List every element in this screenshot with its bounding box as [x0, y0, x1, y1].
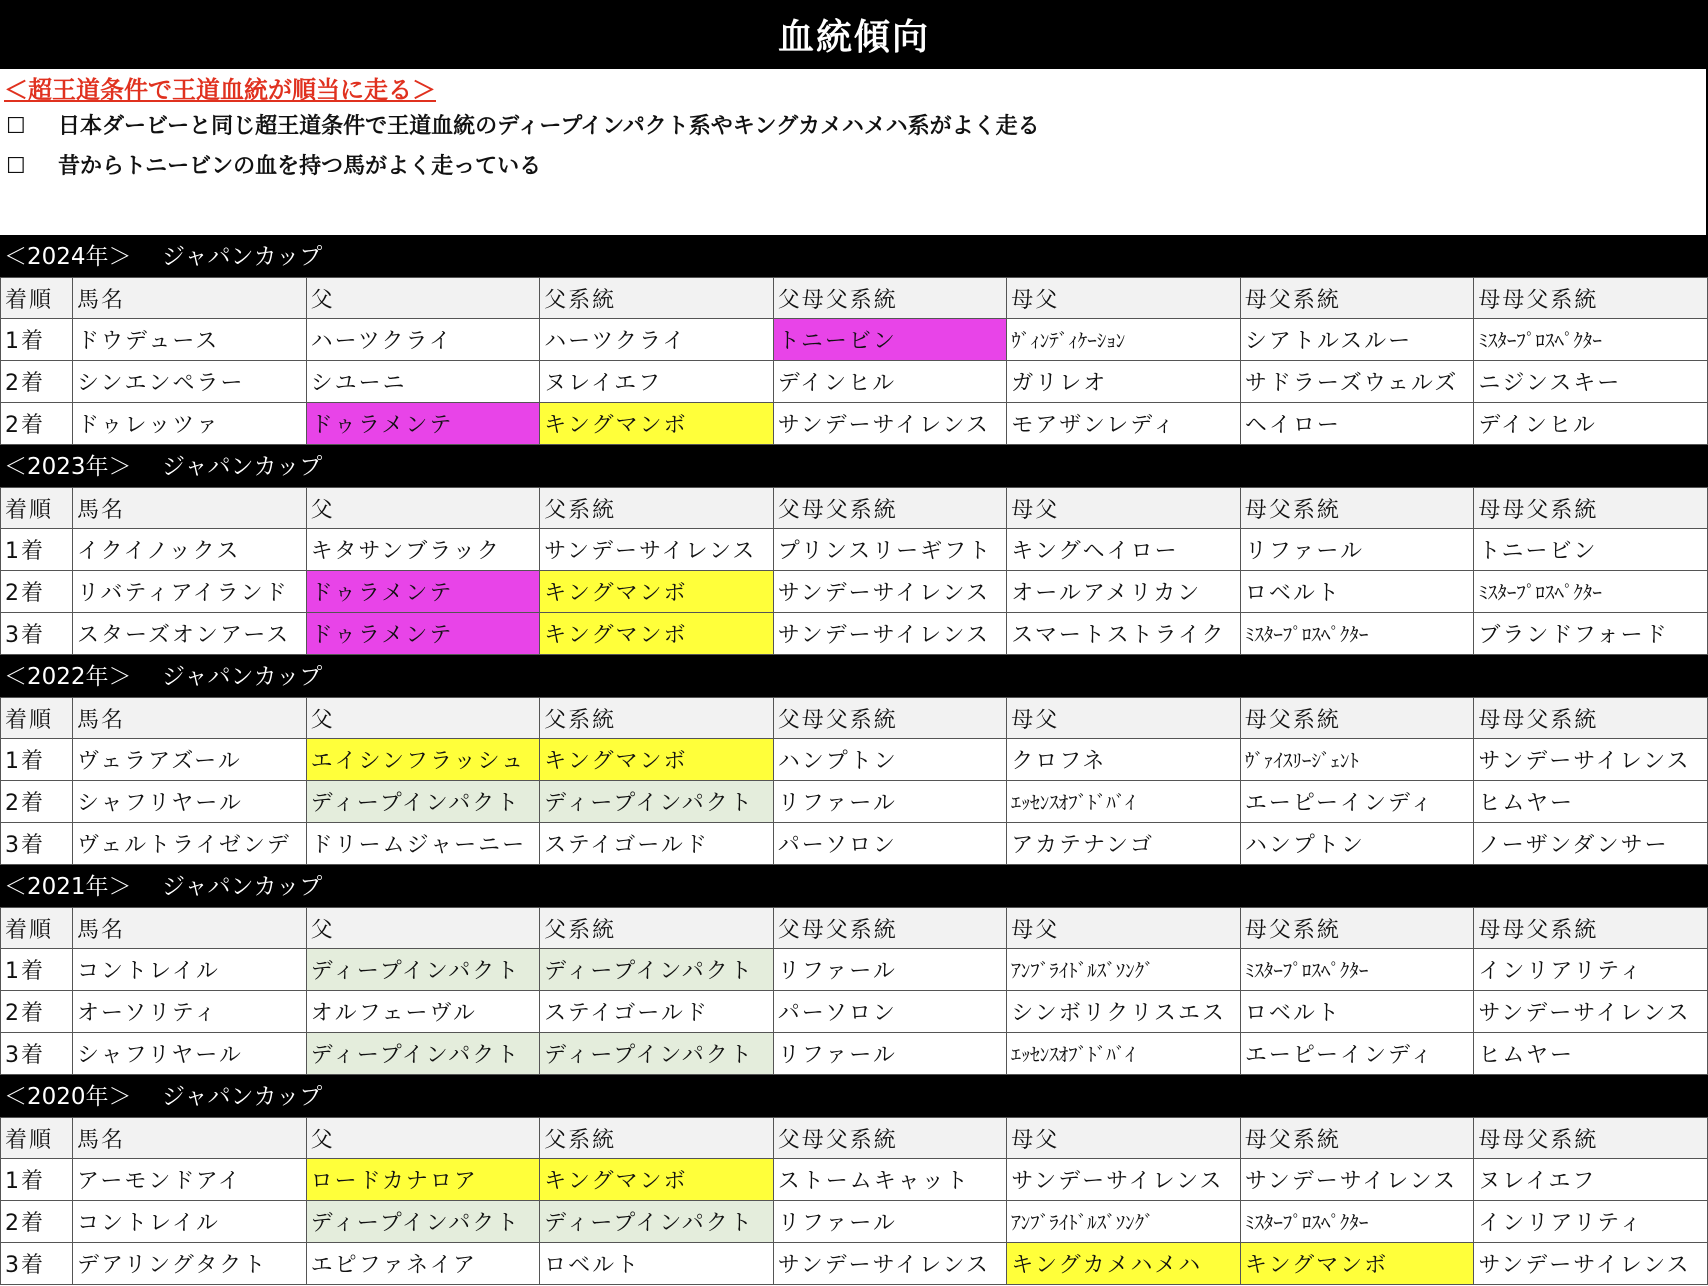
pedigree-cell: ディープインパクト: [540, 781, 774, 823]
pedigree-cell: サンデーサイレンス: [773, 613, 1007, 655]
column-header: 馬名: [73, 488, 307, 529]
column-header: 馬名: [73, 698, 307, 739]
pedigree-cell: ドゥラメンテ: [306, 613, 540, 655]
finish-position: 2着: [1, 403, 73, 445]
page-title: 血統傾向: [0, 0, 1708, 69]
horse-name: シンエンペラー: [73, 361, 307, 403]
section-year: ＜2024年＞: [4, 244, 132, 270]
section-header: [0, 1075, 1708, 1117]
pedigree-cell: ディープインパクト: [306, 1033, 540, 1075]
pedigree-cell: パーソロン: [773, 991, 1007, 1033]
pedigree-cell: ステイゴールド: [540, 991, 774, 1033]
finish-position: 3着: [1, 1033, 73, 1075]
pedigree-cell: ﾐｽﾀｰﾌﾟﾛｽﾍﾟｸﾀｰ: [1240, 613, 1474, 655]
pedigree-cell: デインヒル: [1474, 403, 1708, 445]
column-header: 着順: [1, 908, 73, 949]
column-header: 着順: [1, 488, 73, 529]
section-race: ジャパンカップ: [162, 664, 323, 690]
table-row: [1, 949, 1708, 991]
table-row: [1, 1159, 1708, 1201]
results-sections: [0, 235, 1708, 1285]
pedigree-cell: ロベルト: [540, 1243, 774, 1285]
horse-name: イクイノックス: [73, 529, 307, 571]
pedigree-cell: ヌレイエフ: [540, 361, 774, 403]
pedigree-cell: アカテナンゴ: [1007, 823, 1241, 865]
pedigree-cell: オールアメリカン: [1007, 571, 1241, 613]
column-header: 母父系統: [1240, 278, 1474, 319]
section-race: ジャパンカップ: [162, 1084, 323, 1110]
table-row: [1, 361, 1708, 403]
pedigree-cell: インリアリティ: [1474, 949, 1708, 991]
pedigree-cell: ハンプトン: [1240, 823, 1474, 865]
section-race: ジャパンカップ: [162, 874, 323, 900]
pedigree-cell: リファール: [1240, 529, 1474, 571]
column-header: 父系統: [540, 1118, 774, 1159]
pedigree-cell: エーピーインディ: [1240, 1033, 1474, 1075]
column-header: 父: [306, 908, 540, 949]
pedigree-cell: サンデーサイレンス: [773, 571, 1007, 613]
horse-name: シャフリヤール: [73, 1033, 307, 1075]
horse-name: コントレイル: [73, 1201, 307, 1243]
table-row: [1, 319, 1708, 361]
column-header: 父母父系統: [773, 908, 1007, 949]
pedigree-cell: サンデーサイレンス: [1474, 739, 1708, 781]
pedigree-cell: ﾐｽﾀｰﾌﾟﾛｽﾍﾟｸﾀｰ: [1474, 319, 1708, 361]
pedigree-cell: ｴｯｾﾝｽｵﾌﾞﾄﾞﾊﾞｲ: [1007, 781, 1241, 823]
pedigree-cell: リファール: [773, 1201, 1007, 1243]
pedigree-cell: サンデーサイレンス: [773, 1243, 1007, 1285]
horse-name: オーソリティ: [73, 991, 307, 1033]
pedigree-cell: オルフェーヴル: [306, 991, 540, 1033]
column-header: 馬名: [73, 278, 307, 319]
finish-position: 1着: [1, 529, 73, 571]
results-table: [0, 1117, 1708, 1285]
pedigree-cell: ﾐｽﾀｰﾌﾟﾛｽﾍﾟｸﾀｰ: [1240, 1201, 1474, 1243]
pedigree-cell: ブランドフォード: [1474, 613, 1708, 655]
pedigree-cell: リファール: [773, 949, 1007, 991]
pedigree-cell: シユーニ: [306, 361, 540, 403]
pedigree-cell: キングヘイロー: [1007, 529, 1241, 571]
column-header: 父: [306, 488, 540, 529]
column-header: 父: [306, 1118, 540, 1159]
pedigree-cell: ドゥラメンテ: [306, 403, 540, 445]
table-row: [1, 1243, 1708, 1285]
pedigree-cell: クロフネ: [1007, 739, 1241, 781]
column-header: 母父: [1007, 278, 1241, 319]
column-header: 着順: [1, 278, 73, 319]
results-table: [0, 487, 1708, 655]
column-header: 父母父系統: [773, 698, 1007, 739]
results-table: [0, 907, 1708, 1075]
pedigree-cell: キングカメハメハ: [1007, 1243, 1241, 1285]
pedigree-cell: ｱﾝﾌﾞﾗｲﾄﾞﾙｽﾞｿﾝｸﾞ: [1007, 949, 1241, 991]
results-table: [0, 697, 1708, 865]
note-text: 昔からトニービンの血を持つ馬がよく走っている: [58, 154, 542, 179]
pedigree-cell: キングマンボ: [540, 1159, 774, 1201]
table-row: [1, 1201, 1708, 1243]
horse-name: スターズオンアース: [73, 613, 307, 655]
horse-name: ドウデュース: [73, 319, 307, 361]
horse-name: ヴェラアズール: [73, 739, 307, 781]
pedigree-cell: ｱﾝﾌﾞﾗｲﾄﾞﾙｽﾞｿﾝｸﾞ: [1007, 1201, 1241, 1243]
pedigree-cell: エーピーインディ: [1240, 781, 1474, 823]
horse-name: ドゥレッツァ: [73, 403, 307, 445]
pedigree-cell: ハーツクライ: [540, 319, 774, 361]
pedigree-cell: プリンスリーギフト: [773, 529, 1007, 571]
table-row: [1, 1033, 1708, 1075]
pedigree-cell: ハンプトン: [773, 739, 1007, 781]
column-header-row: [1, 278, 1708, 319]
column-header-row: [1, 488, 1708, 529]
pedigree-cell: リファール: [773, 1033, 1007, 1075]
column-header: 母母父系統: [1474, 488, 1708, 529]
pedigree-cell: ロベルト: [1240, 571, 1474, 613]
column-header: 父系統: [540, 488, 774, 529]
pedigree-cell: ｳﾞｨﾝﾃﾞｨｹｰｼｮﾝ: [1007, 319, 1241, 361]
pedigree-cell: ノーザンダンサー: [1474, 823, 1708, 865]
results-table: [0, 277, 1708, 445]
column-header: 母父系統: [1240, 488, 1474, 529]
horse-name: ヴェルトライゼンデ: [73, 823, 307, 865]
pedigree-cell: キングマンボ: [540, 613, 774, 655]
column-header: 父系統: [540, 908, 774, 949]
pedigree-cell: ストームキャット: [773, 1159, 1007, 1201]
column-header: 母父: [1007, 488, 1241, 529]
pedigree-cell: ヒムヤー: [1474, 1033, 1708, 1075]
pedigree-cell: ｳﾞｧｲｽﾘｰｼﾞｪﾝﾄ: [1240, 739, 1474, 781]
pedigree-cell: キングマンボ: [540, 403, 774, 445]
horse-name: リバティアイランド: [73, 571, 307, 613]
pedigree-cell: ディープインパクト: [540, 1033, 774, 1075]
table-row: [1, 781, 1708, 823]
pedigree-cell: トニービン: [1474, 529, 1708, 571]
finish-position: 3着: [1, 823, 73, 865]
pedigree-cell: ヘイロー: [1240, 403, 1474, 445]
pedigree-cell: キングマンボ: [1240, 1243, 1474, 1285]
finish-position: 2着: [1, 571, 73, 613]
column-header: 父母父系統: [773, 278, 1007, 319]
table-row: [1, 613, 1708, 655]
pedigree-cell: ﾐｽﾀｰﾌﾟﾛｽﾍﾟｸﾀｰ: [1240, 949, 1474, 991]
pedigree-cell: シンボリクリスエス: [1007, 991, 1241, 1033]
horse-name: コントレイル: [73, 949, 307, 991]
table-row: [1, 739, 1708, 781]
pedigree-cell: ディープインパクト: [306, 781, 540, 823]
pedigree-cell: ロードカナロア: [306, 1159, 540, 1201]
finish-position: 1着: [1, 1159, 73, 1201]
pedigree-cell: ヒムヤー: [1474, 781, 1708, 823]
section-race: ジャパンカップ: [162, 244, 323, 270]
pedigree-cell: ディープインパクト: [306, 1201, 540, 1243]
finish-position: 1着: [1, 949, 73, 991]
pedigree-cell: シアトルスルー: [1240, 319, 1474, 361]
pedigree-cell: ディープインパクト: [306, 949, 540, 991]
column-header: 母母父系統: [1474, 908, 1708, 949]
pedigree-cell: サンデーサイレンス: [1474, 1243, 1708, 1285]
section-race: ジャパンカップ: [162, 454, 323, 480]
column-header: 父母父系統: [773, 1118, 1007, 1159]
column-header: 父系統: [540, 698, 774, 739]
checkbox-icon: ☐: [6, 114, 26, 139]
column-header: 馬名: [73, 1118, 307, 1159]
table-row: [1, 571, 1708, 613]
column-header-row: [1, 908, 1708, 949]
finish-position: 1着: [1, 319, 73, 361]
column-header: 母父系統: [1240, 1118, 1474, 1159]
pedigree-cell: サンデーサイレンス: [1007, 1159, 1241, 1201]
pedigree-cell: インリアリティ: [1474, 1201, 1708, 1243]
section-year: ＜2020年＞: [4, 1084, 132, 1110]
pedigree-cell: トニービン: [773, 319, 1007, 361]
pedigree-cell: モアザンレディ: [1007, 403, 1241, 445]
column-header: 母父系統: [1240, 698, 1474, 739]
column-header: 母父: [1007, 698, 1241, 739]
section-header: [0, 445, 1708, 487]
pedigree-cell: ディープインパクト: [540, 949, 774, 991]
pedigree-cell: ﾐｽﾀｰﾌﾟﾛｽﾍﾟｸﾀｰ: [1474, 571, 1708, 613]
finish-position: 1着: [1, 739, 73, 781]
column-header: 着順: [1, 1118, 73, 1159]
horse-name: シャフリヤール: [73, 781, 307, 823]
note-item: [0, 147, 1706, 187]
column-header: 父: [306, 698, 540, 739]
column-header: 父系統: [540, 278, 774, 319]
note-text: 日本ダービーと同じ超王道条件で王道血統のディープインパクト系やキングカメハメハ系がよく走る: [58, 114, 1040, 139]
pedigree-cell: エイシンフラッシュ: [306, 739, 540, 781]
table-row: [1, 403, 1708, 445]
column-header: 母父: [1007, 1118, 1241, 1159]
finish-position: 2着: [1, 361, 73, 403]
pedigree-cell: サンデーサイレンス: [773, 403, 1007, 445]
pedigree-cell: ガリレオ: [1007, 361, 1241, 403]
pedigree-cell: ロベルト: [1240, 991, 1474, 1033]
column-header-row: [1, 698, 1708, 739]
section-year: ＜2022年＞: [4, 664, 132, 690]
finish-position: 2着: [1, 991, 73, 1033]
column-header: 母母父系統: [1474, 698, 1708, 739]
horse-name: アーモンドアイ: [73, 1159, 307, 1201]
column-header: 母父系統: [1240, 908, 1474, 949]
section-header: [0, 655, 1708, 697]
pedigree-cell: ハーツクライ: [306, 319, 540, 361]
table-row: [1, 991, 1708, 1033]
column-header: 馬名: [73, 908, 307, 949]
pedigree-cell: ディープインパクト: [540, 1201, 774, 1243]
pedigree-cell: スマートストライク: [1007, 613, 1241, 655]
section-year: ＜2021年＞: [4, 874, 132, 900]
pedigree-cell: キングマンボ: [540, 571, 774, 613]
pedigree-cell: デインヒル: [773, 361, 1007, 403]
section-header: [0, 235, 1708, 277]
pedigree-cell: キングマンボ: [540, 739, 774, 781]
checkbox-icon: ☐: [6, 154, 26, 179]
pedigree-cell: サンデーサイレンス: [1474, 991, 1708, 1033]
pedigree-cell: サンデーサイレンス: [540, 529, 774, 571]
column-header: 父母父系統: [773, 488, 1007, 529]
pedigree-cell: エピファネイア: [306, 1243, 540, 1285]
pedigree-cell: ニジンスキー: [1474, 361, 1708, 403]
table-row: [1, 823, 1708, 865]
horse-name: デアリングタクト: [73, 1243, 307, 1285]
pedigree-cell: ドリームジャーニー: [306, 823, 540, 865]
pedigree-cell: ドゥラメンテ: [306, 571, 540, 613]
section-header: [0, 865, 1708, 907]
notes-block: [0, 69, 1708, 235]
finish-position: 3着: [1, 1243, 73, 1285]
column-header: 父: [306, 278, 540, 319]
column-header: 着順: [1, 698, 73, 739]
pedigree-cell: ヌレイエフ: [1474, 1159, 1708, 1201]
pedigree-cell: パーソロン: [773, 823, 1007, 865]
column-header: 母父: [1007, 908, 1241, 949]
finish-position: 2着: [1, 781, 73, 823]
finish-position: 2着: [1, 1201, 73, 1243]
pedigree-cell: ｴｯｾﾝｽｵﾌﾞﾄﾞﾊﾞｲ: [1007, 1033, 1241, 1075]
pedigree-cell: サンデーサイレンス: [1240, 1159, 1474, 1201]
finish-position: 3着: [1, 613, 73, 655]
column-header: 母母父系統: [1474, 278, 1708, 319]
pedigree-cell: キタサンブラック: [306, 529, 540, 571]
section-year: ＜2023年＞: [4, 454, 132, 480]
subheading: ＜超王道条件で王道血統が順当に走る＞: [4, 76, 436, 104]
pedigree-cell: ステイゴールド: [540, 823, 774, 865]
pedigree-cell: サドラーズウェルズ: [1240, 361, 1474, 403]
column-header-row: [1, 1118, 1708, 1159]
pedigree-cell: リファール: [773, 781, 1007, 823]
note-item: [0, 107, 1706, 147]
table-row: [1, 529, 1708, 571]
column-header: 母母父系統: [1474, 1118, 1708, 1159]
